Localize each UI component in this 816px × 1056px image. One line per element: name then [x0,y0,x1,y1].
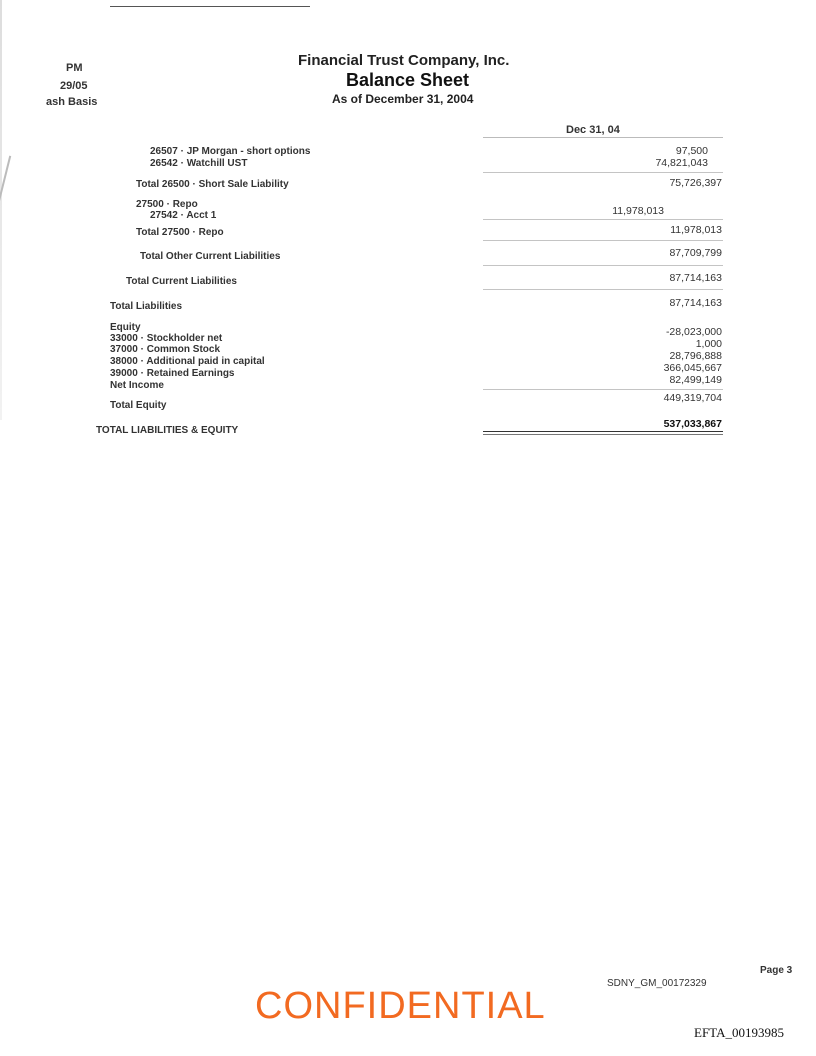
report-as-of-date: As of December 31, 2004 [332,92,474,106]
row-value: 11,978,013 [670,224,722,236]
row-label: Total 27500 · Repo [136,227,224,238]
subtotal-rule [483,240,723,241]
subtotal-rule [483,289,723,290]
row-label: 27500 · Repo [136,199,198,210]
row-value: -28,023,000 [665,326,722,338]
subtotal-rule [483,265,723,266]
scan-left-edge [0,0,2,420]
grand-total-rule [483,431,723,432]
row-label: Total 26500 · Short Sale Liability [136,179,289,190]
column-header: Dec 31, 04 [566,124,620,136]
column-header-rule [483,137,723,138]
row-value: 82,499,149 [669,374,722,386]
grand-total-rule-double [483,434,723,435]
row-label: Net Income [110,380,164,391]
report-title: Balance Sheet [346,70,470,90]
row-label: Total Liabilities [110,301,183,312]
row-label: 33000 · Stockholder net [110,333,223,344]
row-value: 449,319,704 [663,392,722,404]
company-name: Financial Trust Company, Inc. [298,52,510,69]
subtotal-rule [483,172,723,173]
grand-total-value: 537,033,867 [663,418,722,430]
row-label: Total Other Current Liabilities [140,251,281,262]
row-value: 87,714,163 [669,297,722,309]
row-value: 366,045,667 [663,362,722,374]
row-value: 97,500 [675,145,708,157]
confidential-stamp: CONFIDENTIAL [255,985,546,1027]
row-label: 27542 · Acct 1 [150,210,217,221]
row-label: 39000 · Retained Earnings [110,368,235,379]
subtotal-rule [483,219,723,220]
row-label: Total Equity [110,400,167,411]
row-label: TOTAL LIABILITIES & EQUITY [96,425,239,436]
row-label: 38000 · Additional paid in capital [110,356,265,367]
row-value: 75,726,397 [669,177,722,189]
scan-top-rule [110,6,310,7]
bates-number: SDNY_GM_00172329 [607,978,707,989]
row-value: 87,709,799 [669,247,722,259]
row-value: 74,821,043 [655,157,708,169]
report-basis: ash Basis [46,96,98,108]
row-value: 1,000 [695,338,722,350]
row-label: 37000 · Common Stock [110,344,221,355]
row-label: Equity [110,322,141,333]
report-time: PM [66,62,83,74]
row-label: 26542 · Watchill UST [150,158,248,169]
row-label: Total Current Liabilities [126,276,237,287]
row-value: 87,714,163 [669,272,722,284]
subtotal-rule [483,389,723,390]
report-print-date: 29/05 [60,80,88,92]
efta-number: EFTA_00193985 [694,1025,784,1040]
row-value: 11,978,013 [612,205,664,217]
row-label: 26507 · JP Morgan - short options [150,146,311,157]
row-value: 28,796,888 [669,350,722,362]
page-number: Page 3 [760,965,793,976]
